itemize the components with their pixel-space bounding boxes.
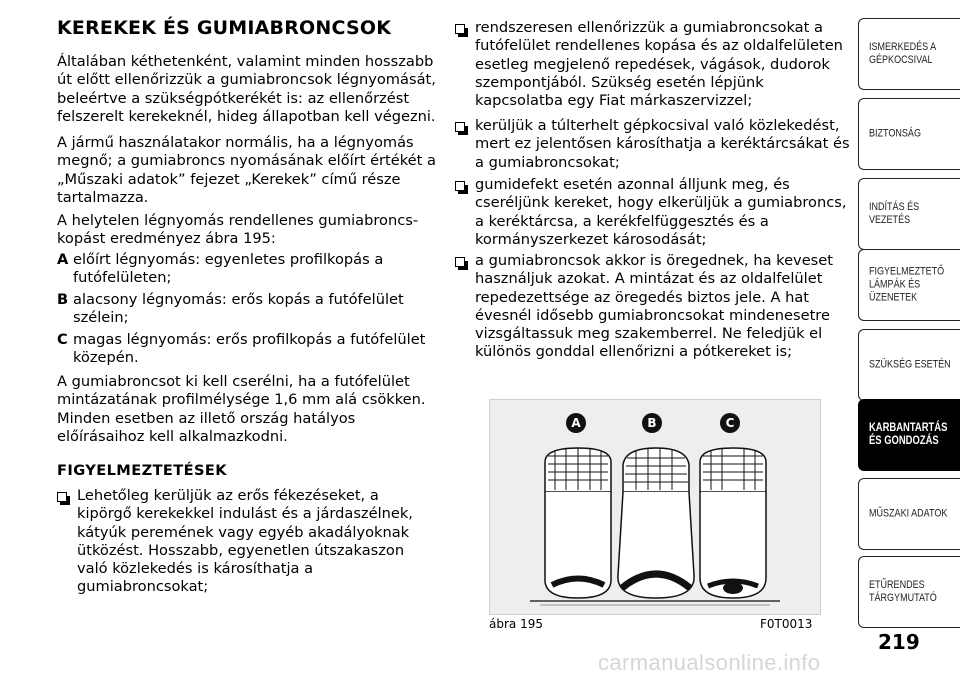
bullet-square-icon (455, 122, 465, 132)
warning-text: Lehetőleg kerüljük az erős fékezéseket, a kipörgő kerekekkel indulást és a járdaszélnek, kátyúk peremének vagy egyéb akadályoknak ütközést. Hosszabb, egyenetlen útszakaszon való közlekedés is károsíthatja a gumiabroncsokat; (77, 487, 413, 596)
list-text: magas légnyomás: erős profilkopás a futófelület közepén. (73, 331, 426, 367)
list-text: alacsony légnyomás: erős kopás a futófelület szélein; (73, 291, 404, 327)
bullet-text: a gumiabroncsok akkor is öregednek, ha keveset használjuk azokat. A mintázat és az oldalfelület repedezettsége az öregedés biztos jele. A hat évesnél idősebb gumiabroncsokat mindenesetre vizsgáltassuk meg szakemberrel. Ne feledjük el különös gonddal ellenőrizni a pótkereket is; (475, 252, 833, 361)
tab-muszaki[interactable] (858, 478, 960, 550)
list-text: előírt légnyomás: egyenletes profilkopás a futófelületen; (73, 251, 384, 287)
tire-c-drawing (700, 448, 766, 598)
tab-targymutato[interactable] (858, 556, 960, 628)
tire-wear-illustration (490, 400, 822, 616)
tab-label: BIZTONSÁG (869, 127, 921, 140)
tab-label: MŰSZAKI ADATOK (869, 507, 948, 520)
tab-label: KARBANTARTÁS ÉS GONDOZÁS (869, 422, 948, 447)
tire-wear-figure (489, 399, 821, 615)
watermark: carmanualsonline.info (598, 650, 821, 675)
tab-karbantartas[interactable] (858, 399, 960, 471)
bullet-text: kerüljük a túlterhelt gépkocsival való közlekedést, mert ez jelentősen károsíthatja a keréktárcsákat és a gumiabroncsokat; (475, 117, 850, 171)
replacement-paragraph: A gumiabroncsot ki kell cserélni, ha a futófelület mintázatának profilmélysége 1,6 mm alá csökken. Minden esetben az illető ország hatályos előírásaihoz kell alkalmazkodni. (57, 373, 426, 445)
figure-code: F0T0013 (760, 617, 813, 631)
bullet-text: gumidefekt esetén azonnal álljunk meg, és cseréljünk kereket, hogy elkerüljük a gumiabroncs, a keréktárcsa, a kerékfelfüggesztés és a kormányszerkezet károsodását; (475, 176, 847, 248)
tab-label: ISMERKEDÉS A GÉPKOCSIVAL (869, 41, 937, 66)
tab-inditas[interactable] (858, 178, 960, 250)
figure-label-b: B (642, 413, 662, 433)
intro-paragraph: Általában kéthetenként, valamint minden hosszabb út előtt ellenőrizzük a gumiabroncsok légnyomását, beleértve a szükségpótkerékét is: az ellenőrzést felszerelt kerekeknél, hideg állapotban kell végezni. (57, 53, 436, 125)
tab-label: ETŰRENDES TÁRGYMUTATÓ (869, 579, 937, 604)
pressure-paragraph: A jármű használatakor normális, ha a légnyomás megnő; a gumiabroncs nyomásának előírt értékét a „Műszaki adatok” fejezet „Kerekek” című része tartalmazza. (57, 134, 436, 206)
tire-b-drawing (618, 448, 694, 598)
tab-label: INDÍTÁS ÉS VEZETÉS (869, 201, 920, 226)
tab-label: FIGYELMEZTETŐ LÁMPÁK ÉS ÜZENETEK (869, 265, 945, 304)
tab-label: SZÜKSÉG ESETÉN (869, 358, 951, 371)
tab-ismerkedes[interactable] (858, 18, 960, 90)
list-letter: B (57, 291, 69, 308)
bullet-square-icon (455, 24, 465, 34)
warnings-heading: FIGYELMEZTETÉSEK (57, 462, 228, 479)
tab-szukseg[interactable] (858, 329, 960, 401)
list-letter: C (57, 331, 68, 348)
tire-a-drawing (545, 448, 611, 598)
bullet-square-icon (455, 181, 465, 191)
wear-paragraph: A helytelen légnyomás rendellenes gumiabroncs-kopást eredményez ábra 195: (57, 212, 419, 248)
figure-label-c: C (720, 413, 740, 433)
bullet-text: rendszeresen ellenőrizzük a gumiabroncsokat a futófelület rendellenes kopása és az oldalfelületen esetleg megjelenő repedések, vágások, dudorok szempontjából. Szükség esetén lépjünk kapcsolatba egy Fiat márkaszervizzel; (475, 19, 843, 110)
figure-label-a: A (566, 413, 586, 433)
tab-biztonsag[interactable] (858, 98, 960, 170)
tab-figyelmezteto[interactable] (858, 249, 960, 321)
page-number: 219 (878, 630, 920, 654)
bullet-square-icon (57, 492, 67, 502)
list-letter: A (57, 251, 69, 268)
figure-caption: ábra 195 (489, 617, 543, 631)
bullet-square-icon (455, 257, 465, 267)
page-title: KEREKEK ÉS GUMIABRONCSOK (57, 17, 392, 39)
